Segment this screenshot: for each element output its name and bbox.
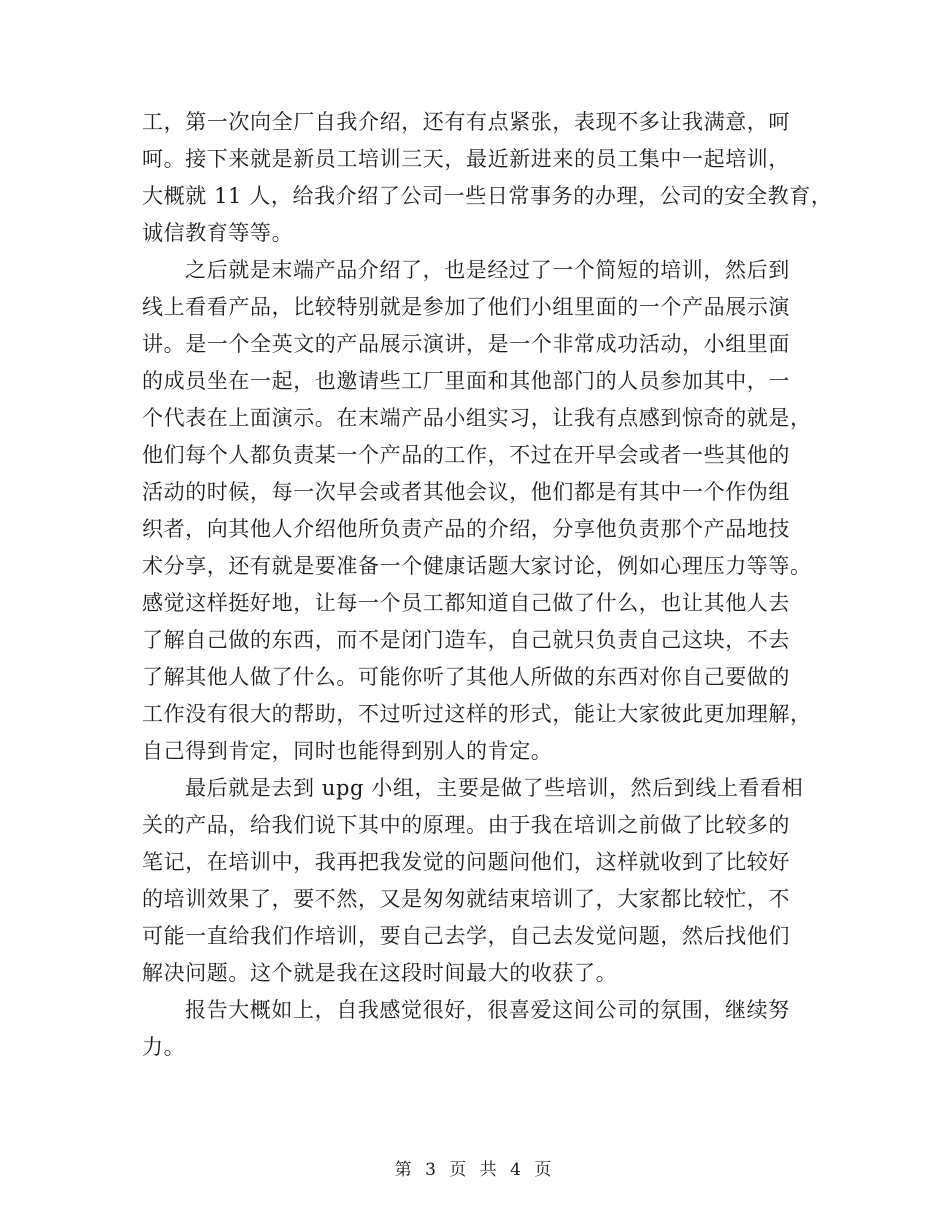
text-line: 工，第一次向全厂自我介绍，还有有点紧张，表现不多让我满意，呵 bbox=[142, 110, 790, 134]
text-line: 的成员坐在一起，也邀请些工厂里面和其他部门的人员参加其中，一 bbox=[142, 369, 790, 393]
text-line: 感觉这样挺好地，让每一个员工都知道自己做了什么，也让其他人去 bbox=[142, 591, 790, 615]
text-line: 最后就是去到 upg 小组，主要是做了些培训，然后到线上看看相 bbox=[185, 776, 804, 800]
text-line: 术分享，还有就是要准备一个健康话题大家讨论，例如心理压力等等。 bbox=[142, 554, 812, 578]
text-line: 的培训效果了，要不然，又是匆匆就结束培训了，大家都比较忙，不 bbox=[142, 887, 790, 911]
paragraph bbox=[142, 252, 814, 770]
text-line: 笔记，在培训中，我再把我发觉的问题问他们，这样就收到了比较好 bbox=[142, 850, 790, 874]
text-line: 力。 bbox=[142, 1035, 186, 1059]
text-line: 讲。是一个全英文的产品展示演讲，是一个非常成功活动，小组里面 bbox=[142, 332, 790, 356]
text-line: 线上看看产品，比较特别就是参加了他们小组里面的一个产品展示演 bbox=[142, 295, 790, 319]
text-line: 自己得到肯定，同时也能得到别人的肯定。 bbox=[142, 739, 553, 763]
text-line: 他们每个人都负责某一个产品的工作，不过在开早会或者一些其他的 bbox=[142, 443, 790, 467]
text-line: 工作没有很大的帮助，不过听过这样的形式，能让大家彼此更加理解， bbox=[142, 702, 812, 726]
text-line: 大概就 11 人，给我介绍了公司一些日常事务的办理，公司的安全教育， bbox=[142, 184, 833, 208]
paragraph bbox=[142, 770, 814, 992]
paragraph bbox=[142, 992, 814, 1066]
text-line: 呵。接下来就是新员工培训三天，最近新进来的员工集中一起培训， bbox=[142, 147, 790, 171]
text-line: 报告大概如上，自我感觉很好，很喜爱这间公司的氛围，继续努 bbox=[185, 998, 790, 1022]
text-line: 可能一直给我们作培训，要自己去学，自己去发觉问题，然后找他们 bbox=[142, 924, 790, 948]
page-footer: 第 3 页 共 4 页 bbox=[394, 1160, 556, 1180]
text-line: 了解自己做的东西，而不是闭门造车，自己就只负责自己这块，不去 bbox=[142, 628, 790, 652]
text-line: 织者，向其他人介绍他所负责产品的介绍，分享他负责那个产品地技 bbox=[142, 517, 790, 541]
text-line: 解决问题。这个就是我在这段时间最大的收获了。 bbox=[142, 961, 618, 985]
text-line: 之后就是末端产品介绍了，也是经过了一个简短的培训，然后到 bbox=[185, 258, 790, 282]
text-line: 关的产品，给我们说下其中的原理。由于我在培训之前做了比较多的 bbox=[142, 813, 790, 837]
text-line: 个代表在上面演示。在末端产品小组实习，让我有点感到惊奇的就是， bbox=[142, 406, 812, 430]
paragraph bbox=[142, 104, 833, 252]
text-line: 活动的时候，每一次早会或者其他会议，他们都是有其中一个作伪组 bbox=[142, 480, 790, 504]
document-body bbox=[142, 104, 833, 1066]
text-line: 了解其他人做了什么。可能你听了其他人所做的东西对你自己要做的 bbox=[142, 665, 790, 689]
text-line: 诚信教育等等。 bbox=[142, 221, 294, 245]
